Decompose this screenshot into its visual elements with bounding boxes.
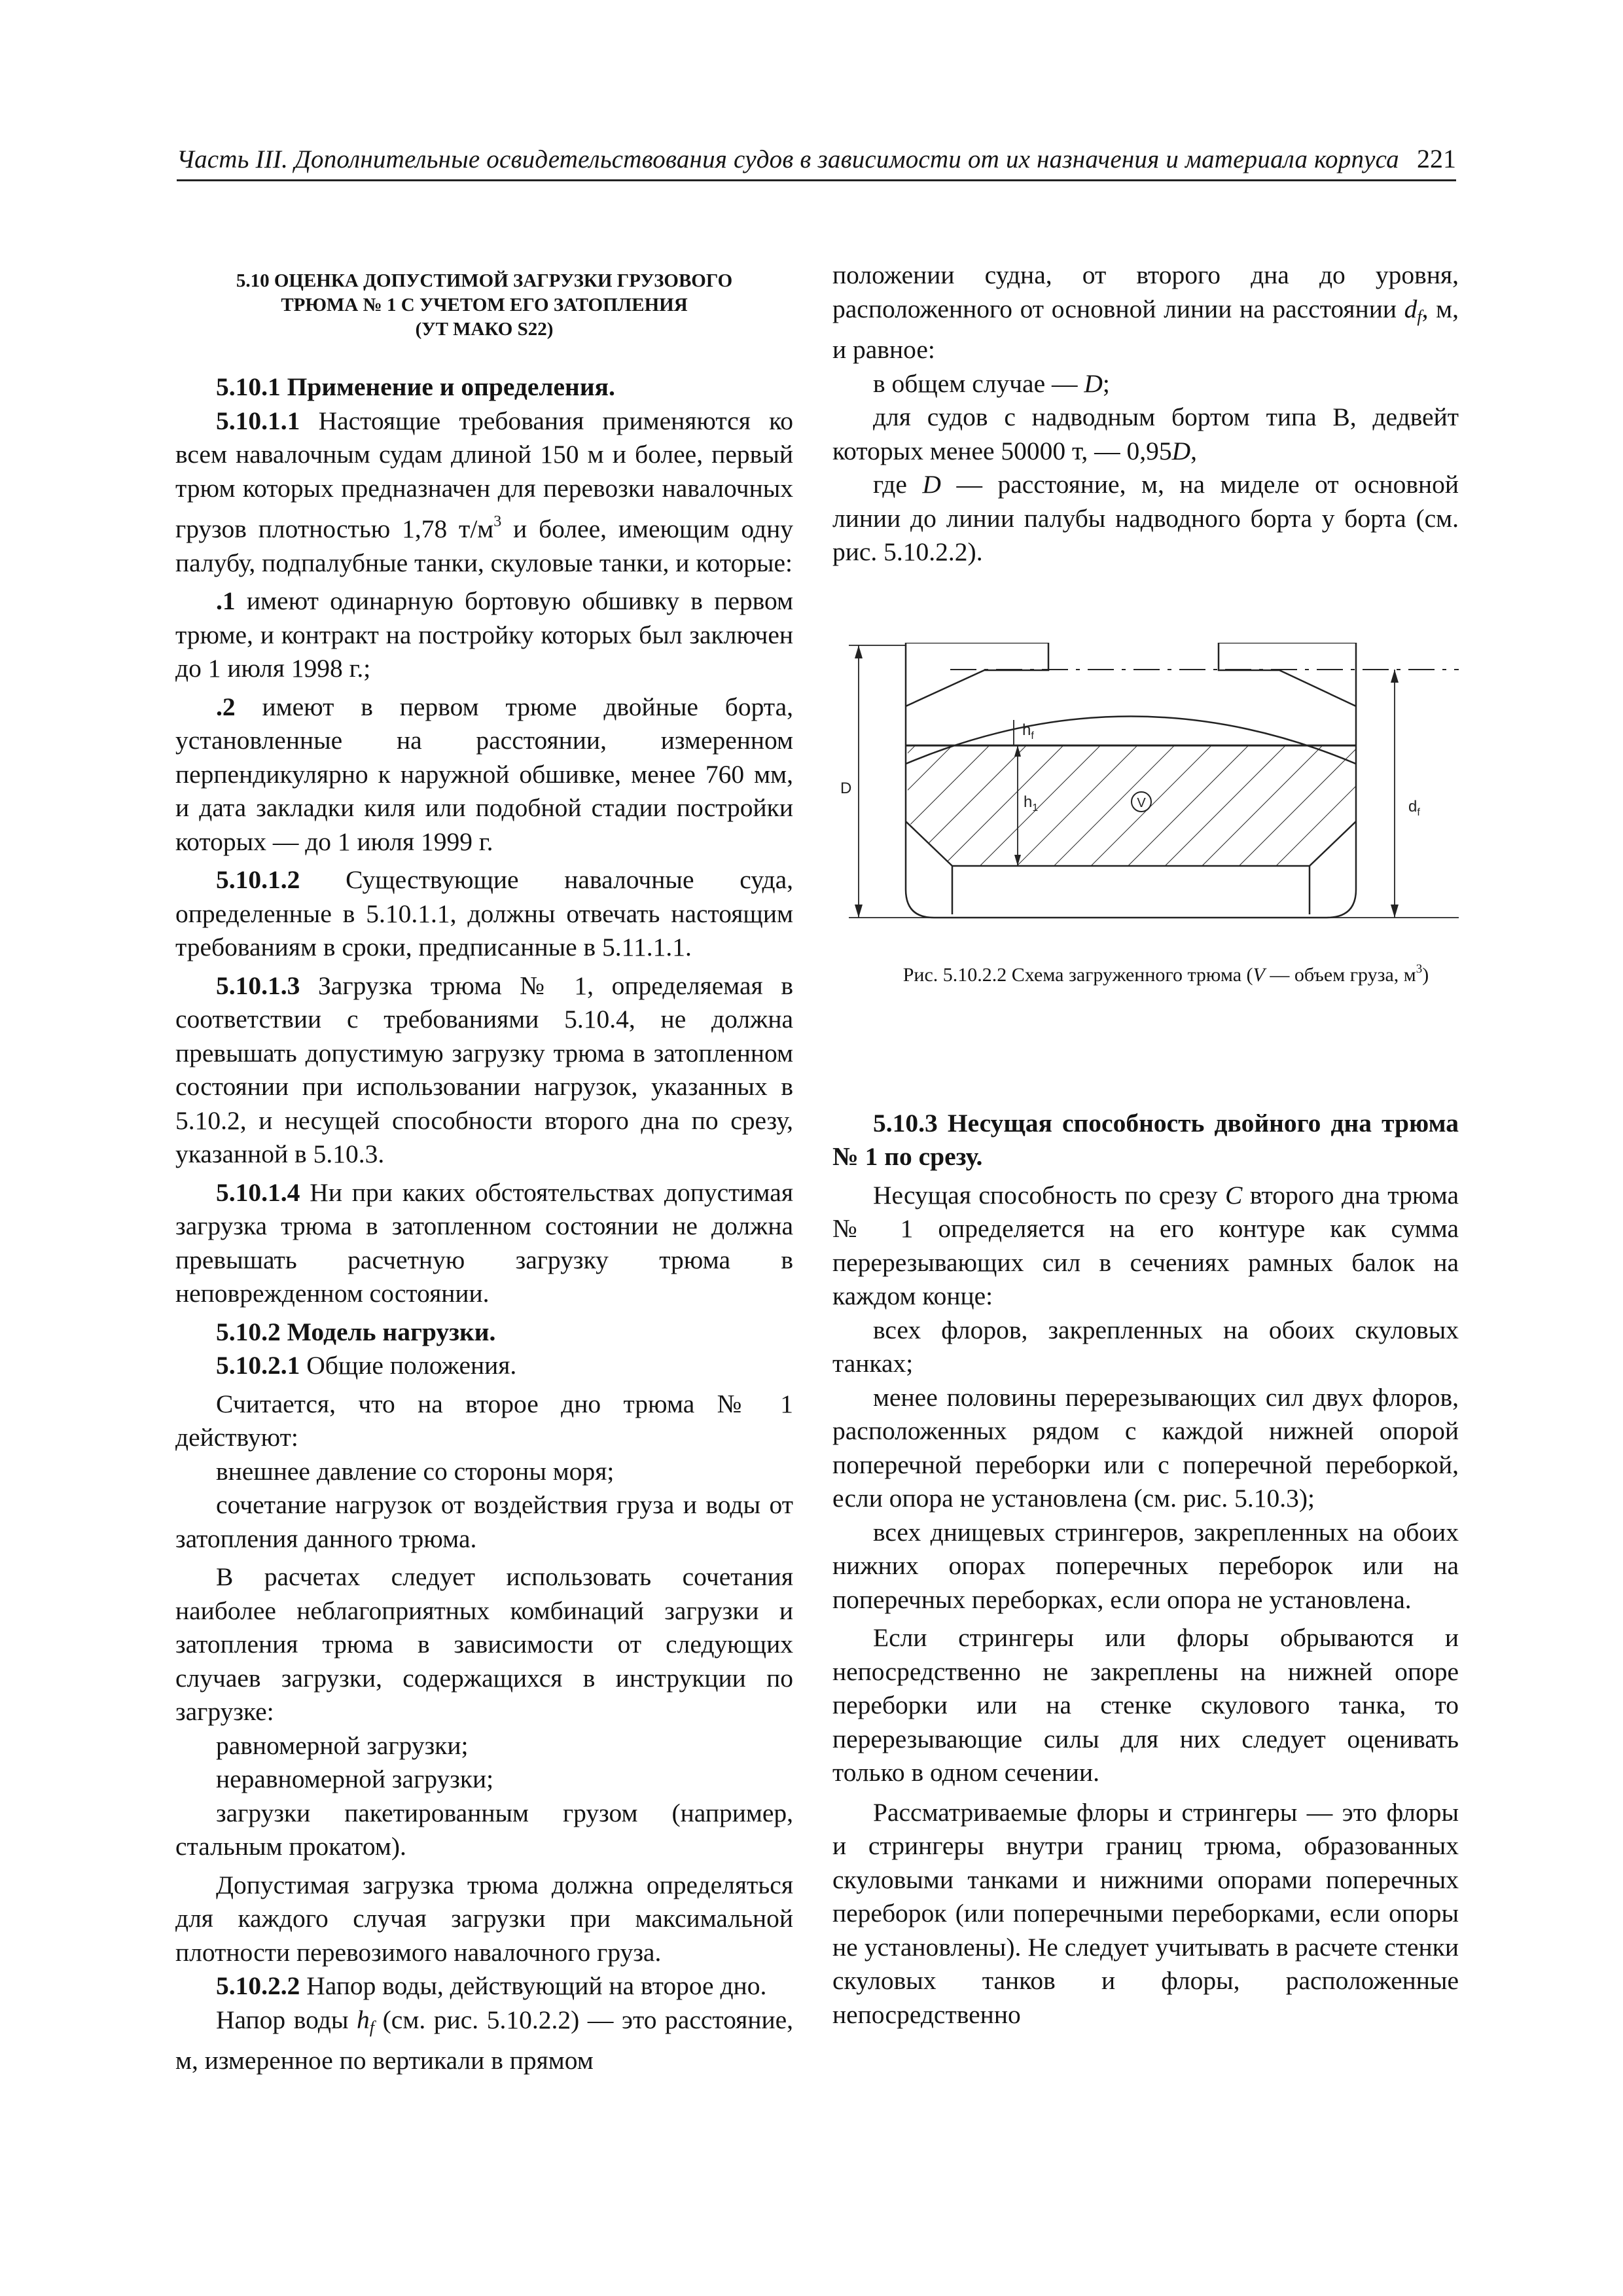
hold-diagram <box>832 643 1459 957</box>
topside-tank-right <box>1219 643 1356 706</box>
paragraph: сочетание нагрузок от воздействия груза и воды от затопления данного трюма. <box>175 1490 793 1553</box>
paragraph: Напор воды $h_f$ (см. рис. 5.10.2.2) — это расстояние, м, измеренное по вертикали в прямом <box>175 2005 793 2075</box>
paragraph-5-10-1-2: 5.10.1.2 Существующие навалочные суда, определенные в 5.10.1.1, должны отвечать настоящим требованиям в сроки, предписанные в 5.11.1.1. <box>175 865 793 961</box>
heading-5-10-1: 5.10.1 Применение и определения. <box>216 372 615 401</box>
heading-5-10-2: 5.10.2 Модель нагрузки. <box>216 1317 496 1346</box>
paragraph: загрузки пакетированным грузом (например, стальным прокатом). <box>175 1798 793 1861</box>
paragraph: неравномерной загрузки; <box>216 1765 494 1793</box>
paragraph: где D — расстояние, м, на миделе от основной линии до линии палубы надводного борта у борта (см. рис. 5.10.2.2). <box>832 470 1459 566</box>
paragraph: положении судна, от второго дна до уровня, расположенного от основной линии на расстоянии $d_f$, м, и равное: <box>832 260 1459 364</box>
figure-caption: Рис. 5.10.2.2 Схема загруженного трюма (V — объем груза, $м^3$) <box>902 961 1429 986</box>
paragraph-5-10-1-4: 5.10.1.4 Ни при каких обстоятельствах допустимая загрузка трюма в затопленном состоянии не должна превышать расчетную загрузку трюма в неповрежденном состоянии. <box>175 1177 793 1308</box>
paragraph: всех днищевых стрингеров, закрепленных на обоих нижних опорах поперечных переборок или на поперечных переборках, если опора не установлена. <box>832 1517 1459 1614</box>
paragraph: В расчетах следует использовать сочетания наиболее неблагоприятных комбинаций загрузки и затопления трюма в зависимости от следующих случаев загрузки, содержащихся в инструкции по загрузке: <box>175 1562 793 1726</box>
paragraph: в общем случае — D; <box>873 368 1110 398</box>
right-column <box>832 259 1459 2032</box>
paragraph-5-10-2-2: 5.10.2.2 Напор воды, действующий на второе дно. <box>216 1971 767 2000</box>
paragraph-5-10-1-3: 5.10.1.3 Загрузка трюма № 1, определяемая в соответствии с требованиями 5.10.4, не должна превышать допустимую загрузку трюма в затопленном состоянии при использовании нагрузок, указанных в 5.10.2, и несущей способности второго дна по срезу, указанной в 5.10.3. <box>175 971 793 1168</box>
topside-tank-left <box>906 643 1048 706</box>
paragraph-5-10-1-1: 5.10.1.1 Настоящие требования применяются ко всем навалочным судам длиной 150 м и более, первый трюм которых предназначен для перевозки навалочных грузов плотностью 1,78 $т/м^3$ и более, имеющим одну палубу, подпалубные танки, скуловые танки, и которые: <box>175 406 793 577</box>
paragraph: внешнее давление со стороны моря; <box>216 1456 615 1486</box>
paragraph: Если стрингеры или флоры обрываются и непосредственно не закреплены на нижней опоре переборки или на стенке скулового танка, то перерезывающие силы для них следует оценивать только в одном сечении. <box>832 1623 1459 1787</box>
list-item-1: .1 имеют одинарную бортовую обшивку в первом трюме, и контракт на постройку которых был заключен до 1 июля 1998 г.; <box>175 586 793 683</box>
label-df: $d_f$ <box>1408 797 1420 818</box>
paragraph: равномерной загрузки; <box>216 1731 469 1760</box>
paragraph: всех флоров, закрепленных на обоих скуловых танках; <box>832 1315 1459 1378</box>
list-item-2: .2 имеют в первом трюме двойные борта, установленные на расстоянии, измеренном перпендикулярно к наружной обшивке, менее 760 мм, и дата закладки киля или подобной стадии постройки которых — до 1 июля 1999 г. <box>175 692 793 856</box>
running-title: Часть III. Дополнительные освидетельствования судов в зависимости от их назначения и материала корпуса <box>177 145 1399 173</box>
label-D: D <box>840 779 852 797</box>
label-hf: $h_f$ <box>1022 721 1034 742</box>
paragraph: Допустимая загрузка трюма должна определяться для каждого случая загрузки при максимальной плотности перевозимого навалочного груза. <box>175 1870 793 1967</box>
paragraph: Считается, что на второе дно трюма № 1 действуют: <box>175 1389 793 1452</box>
heading-5-10-3: 5.10.3 Несущая способность двойного дна трюма № 1 по срезу. <box>832 1108 1459 1171</box>
section-title-line-3: (УТ МАКО S22) <box>415 319 554 340</box>
clause-number: 5.10.1.1 <box>216 406 300 435</box>
section-title-line-2: ТРЮМА № 1 С УЧЕТОМ ЕГО ЗАТОПЛЕНИЯ <box>281 295 688 315</box>
section-title <box>195 269 774 342</box>
paragraph: Рассматриваемые флоры и стрингеры — это флоры и стрингеры внутри границ трюма, образованных скуловыми танками и нижними опорами поперечных переборок (или поперечными переборками, если опоры не установлены). Не следует учитывать в расчете стенки скуловых танков и флоры, расположенные непосредственно <box>832 1797 1459 2029</box>
paragraph-5-10-2-1: 5.10.2.1 Общие положения. <box>216 1351 517 1380</box>
page-number: 221 <box>1417 144 1456 173</box>
left-column <box>175 259 793 2078</box>
label-h1: $h_1$ <box>1024 793 1039 814</box>
label-V: V <box>1137 795 1146 810</box>
figure-loaded-hold <box>832 643 1459 957</box>
section-title-line-1: 5.10 ОЦЕНКА ДОПУСТИМОЙ ЗАГРУЗКИ ГРУЗОВОГО <box>236 270 733 291</box>
paragraph: для судов с надводным бортом типа В, дедвейт которых менее 50000 т, — 0,95D, <box>832 403 1459 465</box>
paragraph: менее половины перерезывающих сил двух флоров, расположенных рядом с каждой нижней опорой поперечной переборки или с поперечной переборкой, если опора не установлена (см. рис. 5.10.3); <box>832 1382 1459 1513</box>
paragraph: Несущая способность по срезу С второго дна трюма № 1 определяется на его контуре как сумма перерезывающих сил в сечениях рамных балок на каждом конце: <box>832 1180 1459 1310</box>
running-header <box>177 139 1456 181</box>
